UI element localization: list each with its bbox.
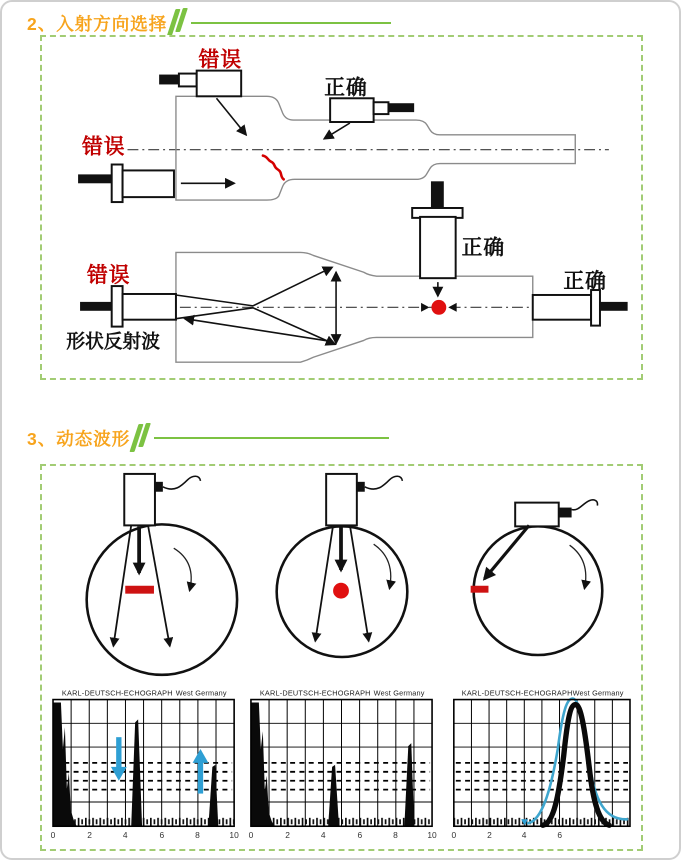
- figure-incident-direction-panel: [40, 35, 643, 380]
- x-tick: 6: [557, 830, 563, 841]
- scope-grid: [251, 700, 432, 827]
- x-tick: 10: [427, 830, 437, 841]
- x-tick: 0: [50, 830, 56, 841]
- x-tick: 4: [122, 830, 128, 841]
- probe-cable: [365, 476, 403, 489]
- probe-on-top: [326, 474, 402, 525]
- probe-cable: [163, 476, 201, 489]
- specimen-circle-flat-defect: [87, 474, 237, 675]
- x-tick: 0: [451, 830, 457, 841]
- echo-peak: [131, 719, 142, 826]
- initial-pulse: [53, 703, 77, 827]
- section3-title: 3、动态波形: [27, 428, 131, 449]
- echograph-display-3: [451, 689, 630, 841]
- round-defect-dot: [333, 583, 349, 599]
- initial-pulse: [251, 703, 275, 827]
- x-tick: 0: [248, 830, 254, 841]
- x-tick: 4: [320, 830, 326, 841]
- beam-arrow: [324, 123, 350, 139]
- label-wrong-left: 错误: [82, 135, 126, 159]
- round-bar-outline: [474, 526, 603, 655]
- x-tick: 6: [159, 830, 165, 841]
- echo-peak: [208, 765, 218, 826]
- flat-defect-bar: [125, 586, 154, 594]
- beam-return-arrow: [185, 319, 331, 342]
- surface-defect-bar: [471, 586, 489, 593]
- straight-probe-right: [533, 290, 628, 326]
- baseline-grass: [53, 818, 234, 826]
- blue-arrow-down-icon: [111, 737, 127, 781]
- straight-probe-right: [330, 98, 414, 122]
- figure-incident-direction: [42, 37, 641, 378]
- section3-header: [27, 422, 389, 454]
- label-correct-right: 正确: [563, 270, 607, 294]
- straight-probe-vertical: [412, 181, 462, 278]
- x-tick: 10: [229, 830, 239, 841]
- diagram-stepped-shaft: [78, 48, 609, 202]
- beam-edge: [315, 525, 333, 641]
- scope-origin: West Germany: [572, 688, 624, 698]
- x-tick: 2: [87, 830, 92, 841]
- label-wrong-top: 错误: [198, 48, 243, 72]
- scope-brand: KARL-DEUTSCH-ECHOGRAPH: [61, 688, 173, 698]
- x-tick: 8: [393, 830, 398, 841]
- echo-bell-curve: [543, 705, 609, 826]
- scope-origin: West Germany: [175, 688, 227, 698]
- rotation-arrow-icon: [174, 548, 191, 591]
- diagram-tapered-shaft: [66, 181, 627, 362]
- label-wrong-left: 错误: [86, 264, 131, 288]
- label-correct-right: 正确: [324, 76, 368, 100]
- specimen-circle-surface-defect: [471, 500, 603, 655]
- echograph-display-2: [249, 689, 437, 841]
- straight-probe-left: [78, 165, 174, 203]
- specimen-circle-round-defect: [277, 474, 408, 657]
- beam-arrow: [176, 267, 332, 306]
- straight-probe-left: [80, 286, 176, 327]
- section2-title: 2、入射方向选择: [27, 13, 168, 34]
- title-rule: [191, 22, 391, 25]
- probe-on-top-angled: [515, 500, 597, 526]
- x-tick: 4: [521, 830, 527, 841]
- x-tick: 8: [195, 830, 200, 841]
- figure-dynamic-waveform: [42, 466, 641, 849]
- defect-dot: [431, 300, 446, 315]
- x-tick: 2: [487, 830, 492, 841]
- probe-on-top: [124, 474, 200, 525]
- arrowhead-right-icon: [421, 303, 429, 312]
- scope-origin: West Germany: [373, 688, 425, 698]
- arrowhead-left-icon: [448, 303, 456, 312]
- echo-peak: [404, 743, 414, 826]
- crack-icon: [263, 156, 284, 180]
- rotation-arrow-icon: [570, 545, 586, 589]
- echo-peak: [328, 765, 339, 826]
- x-tick: 6: [357, 830, 363, 841]
- rotation-arrow-icon: [374, 544, 391, 589]
- beam-arrow: [216, 98, 246, 135]
- scope-brand: KARL-DEUTSCH-ECHOGRAPH: [461, 688, 573, 698]
- x-tick: 2: [285, 830, 290, 841]
- figure-dynamic-waveform-panel: [40, 464, 643, 851]
- scope-brand: KARL-DEUTSCH-ECHOGRAPH: [259, 688, 371, 698]
- straight-probe-top: [159, 71, 241, 97]
- probe-cable: [572, 500, 598, 510]
- label-correct-vertical: 正确: [461, 236, 506, 260]
- echograph-display-1: [51, 689, 239, 841]
- label-shape-reflection-wave: 形状反射波: [66, 330, 161, 352]
- beam-edge: [350, 525, 369, 641]
- title-rule: [154, 437, 389, 440]
